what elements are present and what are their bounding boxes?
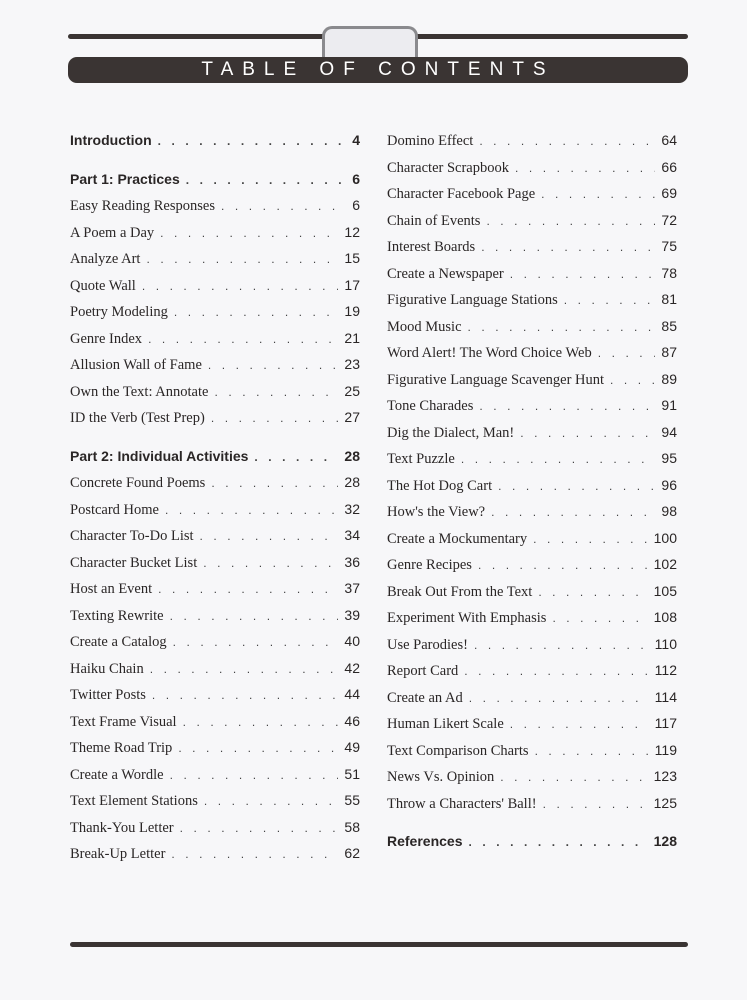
toc-entry bbox=[387, 684, 677, 711]
dot-leader bbox=[165, 497, 338, 524]
toc-entry-title: Word Alert! The Word Choice Web bbox=[387, 345, 592, 361]
toc-entry-title: Genre Recipes bbox=[387, 557, 472, 573]
dot-leader bbox=[148, 326, 338, 353]
toc-entry-page: 98 bbox=[661, 503, 677, 519]
toc-entry-page: 108 bbox=[653, 609, 677, 625]
dot-leader bbox=[535, 738, 649, 765]
toc-entry-page: 6 bbox=[352, 197, 360, 213]
toc-entry-title: Quote Wall bbox=[70, 277, 136, 294]
dot-leader bbox=[510, 711, 649, 738]
dot-leader bbox=[203, 550, 338, 577]
dot-leader bbox=[533, 526, 648, 553]
toc-entry bbox=[387, 127, 677, 154]
toc-entry bbox=[387, 498, 677, 525]
toc-entry bbox=[387, 737, 677, 764]
toc-entry bbox=[70, 628, 360, 655]
toc-entry bbox=[387, 392, 677, 419]
toc-entry bbox=[70, 378, 360, 405]
toc-entry-title: Host an Event bbox=[70, 581, 153, 597]
toc-entry bbox=[70, 840, 360, 867]
toc-entry-title: Text Comparison Charts bbox=[387, 742, 529, 759]
dot-leader bbox=[174, 299, 339, 326]
toc-entry-page: 75 bbox=[661, 238, 677, 254]
toc-entry-page: 21 bbox=[344, 329, 360, 346]
toc-entry-page: 96 bbox=[661, 476, 677, 493]
toc-entry-page: 62 bbox=[344, 845, 360, 861]
toc-entry-page: 125 bbox=[653, 794, 677, 811]
toc-entry-page: 17 bbox=[344, 276, 360, 293]
toc-entry-page: 58 bbox=[344, 818, 360, 835]
toc-entry bbox=[387, 419, 677, 446]
toc-entry-page: 15 bbox=[344, 250, 360, 266]
toc-entry-title: Part 1: Practices bbox=[70, 170, 180, 187]
toc-entry-title: How's the View? bbox=[387, 504, 486, 520]
dot-leader bbox=[479, 393, 655, 420]
toc-entry-page: 78 bbox=[661, 264, 677, 281]
dot-leader bbox=[180, 815, 339, 842]
toc-entry-page: 110 bbox=[654, 635, 677, 652]
toc-entry bbox=[387, 763, 677, 790]
dot-leader bbox=[183, 709, 339, 736]
toc-entry-title: Break-Up Letter bbox=[70, 846, 166, 862]
toc-entry-title: The Hot Dog Cart bbox=[387, 477, 493, 494]
toc-entry-title: Easy Reading Responses bbox=[70, 198, 215, 214]
dot-leader bbox=[515, 155, 655, 182]
toc-entry-title: Haiku Chain bbox=[70, 660, 144, 677]
toc-entry-page: 12 bbox=[344, 223, 360, 240]
dot-leader bbox=[469, 829, 648, 856]
toc-entry-page: 49 bbox=[344, 739, 360, 755]
toc-entry bbox=[70, 469, 360, 496]
dot-leader bbox=[469, 685, 649, 712]
dot-leader bbox=[178, 735, 338, 762]
toc-entry-title: ID the Verb (Test Prep) bbox=[70, 410, 205, 426]
toc-entry-title: Text Element Stations bbox=[70, 793, 198, 809]
toc-entry-page: 55 bbox=[344, 792, 360, 808]
toc-entry-page: 37 bbox=[344, 580, 360, 596]
dot-leader bbox=[221, 193, 346, 220]
dot-leader bbox=[478, 552, 648, 579]
toc-entry-title: Create a Newspaper bbox=[387, 265, 504, 282]
toc-entry bbox=[387, 604, 677, 631]
toc-entry bbox=[387, 551, 677, 578]
toc-entry-page: 69 bbox=[661, 185, 677, 201]
toc-entry-title: Domino Effect bbox=[387, 133, 474, 149]
toc-entry bbox=[387, 286, 677, 313]
toc-entry bbox=[387, 525, 677, 552]
toc-entry-page: 123 bbox=[653, 768, 677, 784]
toc-entry-page: 114 bbox=[654, 688, 677, 705]
toc-entry bbox=[387, 445, 677, 472]
dot-leader bbox=[520, 420, 655, 447]
toc-entry-page: 40 bbox=[344, 633, 360, 649]
dot-leader bbox=[491, 499, 655, 526]
dot-leader bbox=[541, 181, 655, 208]
toc-entry-title: Texting Rewrite bbox=[70, 607, 164, 624]
dot-leader bbox=[498, 473, 655, 500]
toc-entry-page: 94 bbox=[661, 423, 677, 440]
toc-entry bbox=[70, 522, 360, 549]
toc-entry-title: Use Parodies! bbox=[387, 636, 468, 653]
toc-section-entry bbox=[70, 443, 360, 470]
toc-entry bbox=[70, 681, 360, 708]
toc-entry-title: Create a Mockumentary bbox=[387, 530, 528, 547]
toc-section-entry bbox=[70, 127, 360, 154]
toc-section-entry bbox=[70, 166, 360, 193]
dot-leader bbox=[146, 246, 338, 273]
toc-entry-page: 87 bbox=[661, 344, 677, 360]
dot-leader bbox=[510, 261, 656, 288]
dot-leader bbox=[171, 841, 338, 868]
toc-entry-page: 105 bbox=[653, 582, 677, 599]
toc-entry-page: 39 bbox=[344, 606, 360, 623]
toc-entry-page: 64 bbox=[661, 132, 677, 148]
toc-entry-page: 100 bbox=[653, 529, 677, 546]
toc-entry-page: 46 bbox=[344, 712, 360, 729]
toc-entry-title: Genre Index bbox=[70, 330, 143, 347]
toc-entry-title: Create an Ad bbox=[387, 689, 463, 706]
toc-entry-title: Figurative Language Stations bbox=[387, 292, 558, 308]
toc-entry-title: Chain of Events bbox=[387, 212, 481, 229]
toc-entry-page: 28 bbox=[344, 474, 360, 490]
toc-entry bbox=[387, 233, 677, 260]
dot-leader bbox=[564, 287, 656, 314]
dot-leader bbox=[461, 446, 656, 473]
toc-entry-page: 85 bbox=[661, 317, 677, 334]
toc-entry-page: 25 bbox=[344, 382, 360, 399]
toc-entry bbox=[70, 655, 360, 682]
toc-entry-title: Human Likert Scale bbox=[387, 716, 504, 732]
dot-leader bbox=[481, 234, 655, 261]
dot-leader bbox=[538, 579, 647, 606]
dot-leader bbox=[142, 273, 339, 300]
toc-entry-title: Tone Charades bbox=[387, 398, 474, 414]
bottom-rule bbox=[70, 942, 688, 947]
toc-entry bbox=[70, 298, 360, 325]
toc-entry-title: Report Card bbox=[387, 663, 459, 679]
toc-entry bbox=[70, 219, 360, 246]
dot-leader bbox=[200, 523, 339, 550]
toc-entry-title: Interest Boards bbox=[387, 239, 476, 255]
toc-entry-page: 51 bbox=[344, 765, 360, 782]
toc-entry bbox=[387, 710, 677, 737]
toc-entry bbox=[70, 272, 360, 299]
toc-entry-title: Mood Music bbox=[387, 318, 462, 335]
dot-leader bbox=[158, 576, 338, 603]
toc-entry-page: 23 bbox=[344, 356, 360, 372]
toc-entry-title: Allusion Wall of Fame bbox=[70, 357, 202, 373]
toc-entry-page: 44 bbox=[344, 686, 360, 702]
toc-entry-page: 95 bbox=[661, 450, 677, 466]
dot-leader bbox=[254, 444, 338, 471]
toc-entry-page: 128 bbox=[653, 833, 677, 849]
page-title: TABLE OF CONTENTS bbox=[68, 57, 688, 83]
toc-entry bbox=[70, 245, 360, 272]
toc-entry-title: News Vs. Opinion bbox=[387, 769, 495, 785]
toc-entry-title: Twitter Posts bbox=[70, 687, 146, 703]
dot-leader bbox=[468, 314, 656, 341]
toc-entry-title: Character To-Do List bbox=[70, 528, 194, 544]
toc-entry-title: Analyze Art bbox=[70, 251, 141, 267]
toc-entry bbox=[387, 366, 677, 393]
toc-entry-page: 27 bbox=[344, 409, 360, 425]
toc-entry bbox=[387, 631, 677, 658]
toc-entry bbox=[70, 404, 360, 431]
dot-leader bbox=[208, 352, 339, 379]
toc-entry bbox=[387, 313, 677, 340]
toc-entry-page: 6 bbox=[352, 170, 360, 187]
dot-leader bbox=[610, 367, 655, 394]
toc-entry-title: A Poem a Day bbox=[70, 224, 155, 241]
toc-entry-page: 117 bbox=[654, 715, 677, 731]
toc-entry-page: 72 bbox=[661, 211, 677, 228]
toc-entry-title: Text Frame Visual bbox=[70, 713, 177, 730]
dot-leader bbox=[464, 658, 648, 685]
dot-leader bbox=[552, 605, 647, 632]
toc-entry-title: Postcard Home bbox=[70, 501, 159, 518]
toc-section-entry bbox=[387, 828, 677, 855]
toc-entry-title: Experiment With Emphasis bbox=[387, 610, 547, 626]
toc-entry bbox=[70, 351, 360, 378]
toc-entry-title: Break Out From the Text bbox=[387, 583, 533, 600]
toc-entry-page: 34 bbox=[344, 527, 360, 543]
toc-entry-page: 89 bbox=[661, 370, 677, 387]
toc-entry bbox=[70, 761, 360, 788]
dot-leader bbox=[211, 470, 338, 497]
toc-entry bbox=[70, 814, 360, 841]
toc-entry-page: 28 bbox=[344, 447, 360, 464]
toc-entry-title: Theme Road Trip bbox=[70, 740, 173, 756]
dot-leader bbox=[170, 603, 339, 630]
toc-entry-title: Part 2: Individual Activities bbox=[70, 447, 249, 464]
toc-entry bbox=[387, 790, 677, 817]
toc-column-right bbox=[387, 127, 677, 855]
toc-entry bbox=[387, 339, 677, 366]
toc-entry bbox=[70, 734, 360, 761]
dot-leader bbox=[543, 791, 648, 818]
dot-leader bbox=[204, 788, 339, 815]
toc-entry bbox=[387, 472, 677, 499]
toc-entry-title: Dig the Dialect, Man! bbox=[387, 424, 515, 441]
toc-entry-title: Figurative Language Scavenger Hunt bbox=[387, 371, 605, 388]
toc-entry bbox=[387, 180, 677, 207]
toc-entry-page: 19 bbox=[344, 303, 360, 319]
toc-entry bbox=[387, 578, 677, 605]
toc-column-left bbox=[70, 127, 360, 867]
toc-entry bbox=[70, 549, 360, 576]
dot-leader bbox=[474, 632, 649, 659]
dot-leader bbox=[152, 682, 339, 709]
toc-entry-title: Character Facebook Page bbox=[387, 186, 536, 202]
dot-leader bbox=[160, 220, 338, 247]
toc-entry bbox=[70, 192, 360, 219]
toc-entry bbox=[387, 657, 677, 684]
toc-entry-page: 36 bbox=[344, 553, 360, 570]
dot-leader bbox=[214, 379, 338, 406]
toc-entry-page: 32 bbox=[344, 500, 360, 517]
toc-entry bbox=[387, 207, 677, 234]
toc-entry-title: Introduction bbox=[70, 132, 152, 148]
toc-entry-title: Character Scrapbook bbox=[387, 159, 509, 176]
dot-leader bbox=[479, 128, 655, 155]
toc-entry-page: 91 bbox=[661, 397, 677, 413]
toc-entry-title: Thank-You Letter bbox=[70, 819, 174, 836]
dot-leader bbox=[598, 340, 656, 367]
dot-leader bbox=[486, 208, 655, 235]
toc-entry bbox=[70, 602, 360, 629]
toc-entry bbox=[387, 154, 677, 181]
dot-leader bbox=[186, 167, 346, 194]
dot-leader bbox=[211, 405, 339, 432]
toc-entry-title: References bbox=[387, 833, 463, 849]
toc-entry-page: 81 bbox=[661, 291, 677, 307]
toc-entry bbox=[70, 325, 360, 352]
toc-entry-title: Throw a Characters' Ball! bbox=[387, 795, 537, 812]
toc-entry-title: Text Puzzle bbox=[387, 451, 455, 467]
dot-leader bbox=[150, 656, 339, 683]
toc-entry bbox=[387, 260, 677, 287]
toc-entry-page: 102 bbox=[653, 556, 677, 572]
toc-entry-title: Create a Wordle bbox=[70, 766, 164, 783]
dot-leader bbox=[173, 629, 339, 656]
toc-entry-title: Own the Text: Annotate bbox=[70, 383, 209, 400]
dot-leader bbox=[500, 764, 647, 791]
toc-entry-title: Create a Catalog bbox=[70, 634, 167, 650]
toc-entry bbox=[70, 708, 360, 735]
dot-leader bbox=[170, 762, 339, 789]
toc-entry-title: Character Bucket List bbox=[70, 554, 198, 571]
dot-leader bbox=[158, 128, 347, 155]
toc-entry-page: 112 bbox=[654, 662, 677, 678]
toc-entry-page: 42 bbox=[344, 659, 360, 676]
toc-entry-page: 119 bbox=[654, 741, 677, 758]
toc-entry-page: 4 bbox=[352, 132, 360, 148]
toc-entry-title: Poetry Modeling bbox=[70, 304, 168, 320]
toc-entry bbox=[70, 787, 360, 814]
toc-entry-page: 66 bbox=[661, 158, 677, 175]
toc-entry-title: Concrete Found Poems bbox=[70, 475, 206, 491]
toc-entry bbox=[70, 496, 360, 523]
toc-entry bbox=[70, 575, 360, 602]
